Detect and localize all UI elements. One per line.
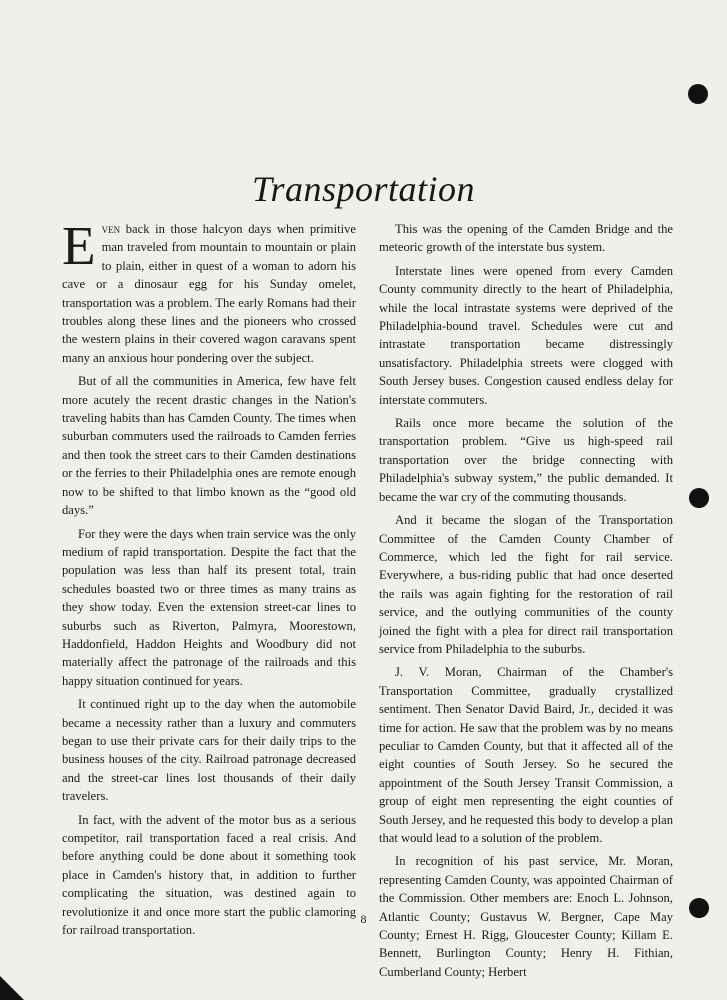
- paragraph: It continued right up to the day when the automobile became a necessity rather than a luxury and commuters began to use their private cars for their daily trips to the business houses of the city. Railroad patronage decreased and the street-car lines lost thousands of their daily travelers.: [62, 697, 356, 804]
- paragraph-text: back in those halcyon days when primitive man traveled from mountain to mountain or plain to plain, either in quest of a woman to adorn his cave or a dinosaur egg for his Sunday omelet, transportation was a problem. The early Romans had their troubles along these lines and the pioneers who crossed the western plains in their covered wagon caravans spent many an anxious hour pondering over the subject.: [62, 222, 356, 365]
- punch-hole: [689, 898, 709, 918]
- punch-hole: [688, 84, 708, 104]
- drop-cap: E: [62, 215, 96, 276]
- page-number: 8: [360, 912, 367, 926]
- paragraph: Interstate lines were opened from every Camden County community directly to the heart of Philadelphia, while the local intrastate systems were deprived of the Philadelphia-bound travel. Schedules were cut and intrastate transportation became distressingly unsatisfactory. Philadelphia streets were clogged with South Jersey buses. Congestion caused endless delay for interstate commuters.: [379, 263, 673, 407]
- paragraph: And it became the slogan of the Transportation Committee of the Camden County Chamber of Commerce, which led the fight for rail service. Everywhere, a bus-riding public that had once deserted the rails was again fighting for the restoration of rail service, and the outlying communities of the county joined the fight with a plea for direct rail transportation service from Philadelphia to the suburbs.: [379, 513, 673, 656]
- left-column: [62, 215, 356, 944]
- paragraph: This was the opening of the Camden Bridge and the meteoric growth of the interstate bus system.: [379, 222, 673, 255]
- paragraph: In fact, with the advent of the motor bus as a serious competitor, rail transportation faced a real crisis. And before anything could be done about it something took place in Camden's history that, in addition to further complicating the situation, was destined again to revolutionize it and once more start the public clamoring for railroad transportation.: [62, 812, 356, 938]
- paragraph: Rails once more became the solution of the transportation problem. “Give us high-speed rail transportation over the bridge connecting with Philadelphia's subway system,” the public demanded. It became the war cry of the commuting thousands.: [379, 416, 673, 504]
- smallcaps-lead: ven: [101, 222, 121, 236]
- punch-hole: [689, 488, 709, 508]
- paragraph: For they were the days when train service was the only medium of rapid transportation. Despite the fact that the population was less than half its present total, train schedules boasted two or three times as many trains as they show today. Even the extension street-car lines to suburbs such as Riverton, Palmyra, Moorestown, Haddonfield, Haddon Heights and Woodbury did not materially affect the patronage of the railroads and this happy situation continued for years.: [62, 526, 356, 688]
- corner-mark: [0, 976, 24, 1000]
- paragraph: [62, 215, 356, 367]
- paragraph: But of all the communities in America, few have felt more acutely the recent drastic changes in the Nation's traveling habits than has Camden County. The times when suburban commuters used the railroads to Camden ferries and then took the street cars to their Camden destinations or the ferries to their Philadelphia ones are remote enough now to be shifted to that limbo known as the “good old days.”: [62, 374, 356, 518]
- page-title: Transportation: [251, 169, 476, 209]
- paragraph: J. V. Moran, Chairman of the Chamber's Transportation Committee, gradually crystallized sentiment. Then Senator David Baird, Jr., decided it was time for action. He saw that the problem was by no means peculiar to Camden County, but that it affected all of the eight counties of South Jersey. So he secured the appointment of the South Jersey Transit Commission, a group of eight men representing the eight counties of South Jersey, and he requested this body to develop a plan that would lead to a solution of the problem.: [379, 665, 673, 845]
- paragraph: In recognition of his past service, Mr. Moran, representing Camden County, was appointed Chairman of the Commission. Other members are: Enoch L. Johnson, Atlantic County; Gustavus W. Bergner, Cape May County; Ernest H. Rigg, Gloucester County; Killam E. Bennett, Burlington County; Henry H. Fithian, Cumberland County; Herbert: [379, 854, 673, 979]
- right-column: [379, 220, 673, 986]
